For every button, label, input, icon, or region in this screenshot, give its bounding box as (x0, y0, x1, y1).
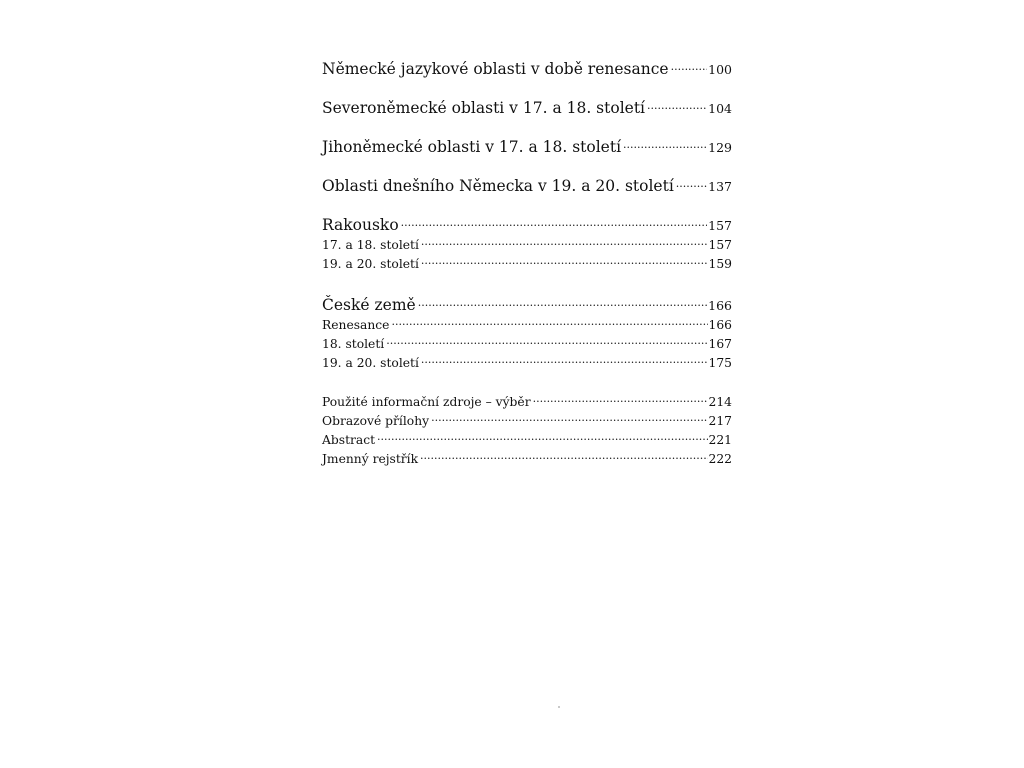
toc-entry-title: 19. a 20. století (322, 356, 419, 370)
toc-entry-page: 157 (708, 238, 732, 252)
leader-dots (377, 433, 707, 444)
toc-entry-page: 104 (708, 101, 732, 116)
leader-dots (421, 356, 708, 367)
toc-entry-page: 217 (708, 414, 732, 428)
scan-speck (558, 706, 560, 708)
leader-dots (420, 452, 707, 463)
toc-entry-title: Rakousko (322, 216, 399, 234)
toc-section-rakousko[interactable] (322, 216, 732, 236)
toc-entry-page: 221 (708, 433, 732, 447)
toc-entry-title: České země (322, 296, 416, 314)
toc-entry[interactable] (322, 60, 732, 80)
leader-dots (533, 395, 708, 406)
spacer (322, 276, 732, 296)
toc-appendix-entry[interactable] (322, 414, 732, 432)
toc-entry-page: 175 (708, 356, 732, 370)
leader-dots (676, 180, 707, 191)
toc-entry-page: 100 (708, 62, 732, 77)
leader-dots (671, 63, 708, 74)
toc-appendix-entry[interactable] (322, 433, 732, 451)
leader-dots (421, 257, 708, 268)
toc-subentry[interactable] (322, 356, 732, 374)
toc-entry-page: 166 (708, 298, 732, 313)
toc-entry[interactable] (322, 138, 732, 158)
toc-entry-title: Renesance (322, 318, 390, 332)
toc-subentry[interactable] (322, 337, 732, 355)
leader-dots (391, 318, 707, 329)
toc-appendix-entry[interactable] (322, 395, 732, 413)
toc-entry-page: 157 (708, 218, 732, 233)
toc-entry[interactable] (322, 177, 732, 197)
toc-entry-page: 222 (708, 452, 732, 466)
spacer (322, 375, 732, 395)
leader-dots (431, 414, 707, 425)
toc-entry-title: 17. a 18. století (322, 238, 419, 252)
toc-entry-page: 214 (708, 395, 732, 409)
leader-dots (386, 337, 707, 348)
toc-subentry[interactable] (322, 257, 732, 275)
toc-section-ceske-zeme[interactable] (322, 296, 732, 316)
leader-dots (401, 219, 707, 230)
toc-entry-title: Použité informační zdroje – výběr (322, 395, 531, 409)
toc-entry-page: 137 (708, 179, 732, 194)
leader-dots (647, 102, 707, 113)
toc-entry-page: 167 (708, 337, 732, 351)
toc-entry-title: 18. století (322, 337, 385, 351)
toc-entry-title: Jmenný rejstřík (322, 452, 419, 466)
toc-entry[interactable] (322, 99, 732, 119)
toc-entry-page: 166 (708, 318, 732, 332)
toc-entry-title: Jihoněmecké oblasti v 17. a 18. století (322, 138, 622, 156)
toc-entry-title: Oblasti dnešního Německa v 19. a 20. století (322, 177, 674, 195)
toc-entry-title: Severoněmecké oblasti v 17. a 18. století (322, 99, 646, 117)
toc-entry-page: 159 (708, 257, 732, 271)
toc-subentry[interactable] (322, 318, 732, 336)
leader-dots (421, 238, 708, 249)
table-of-contents (322, 60, 732, 471)
toc-appendix-entry[interactable] (322, 452, 732, 470)
toc-entry-title: 19. a 20. století (322, 257, 419, 271)
toc-entry-title: Německé jazykové oblasti v době renesance (322, 60, 669, 78)
leader-dots (418, 299, 707, 310)
toc-entry-title: Obrazové přílohy (322, 414, 430, 428)
toc-entry-title: Abstract (322, 433, 376, 447)
leader-dots (623, 141, 707, 152)
toc-entry-page: 129 (708, 140, 732, 155)
toc-subentry[interactable] (322, 238, 732, 256)
